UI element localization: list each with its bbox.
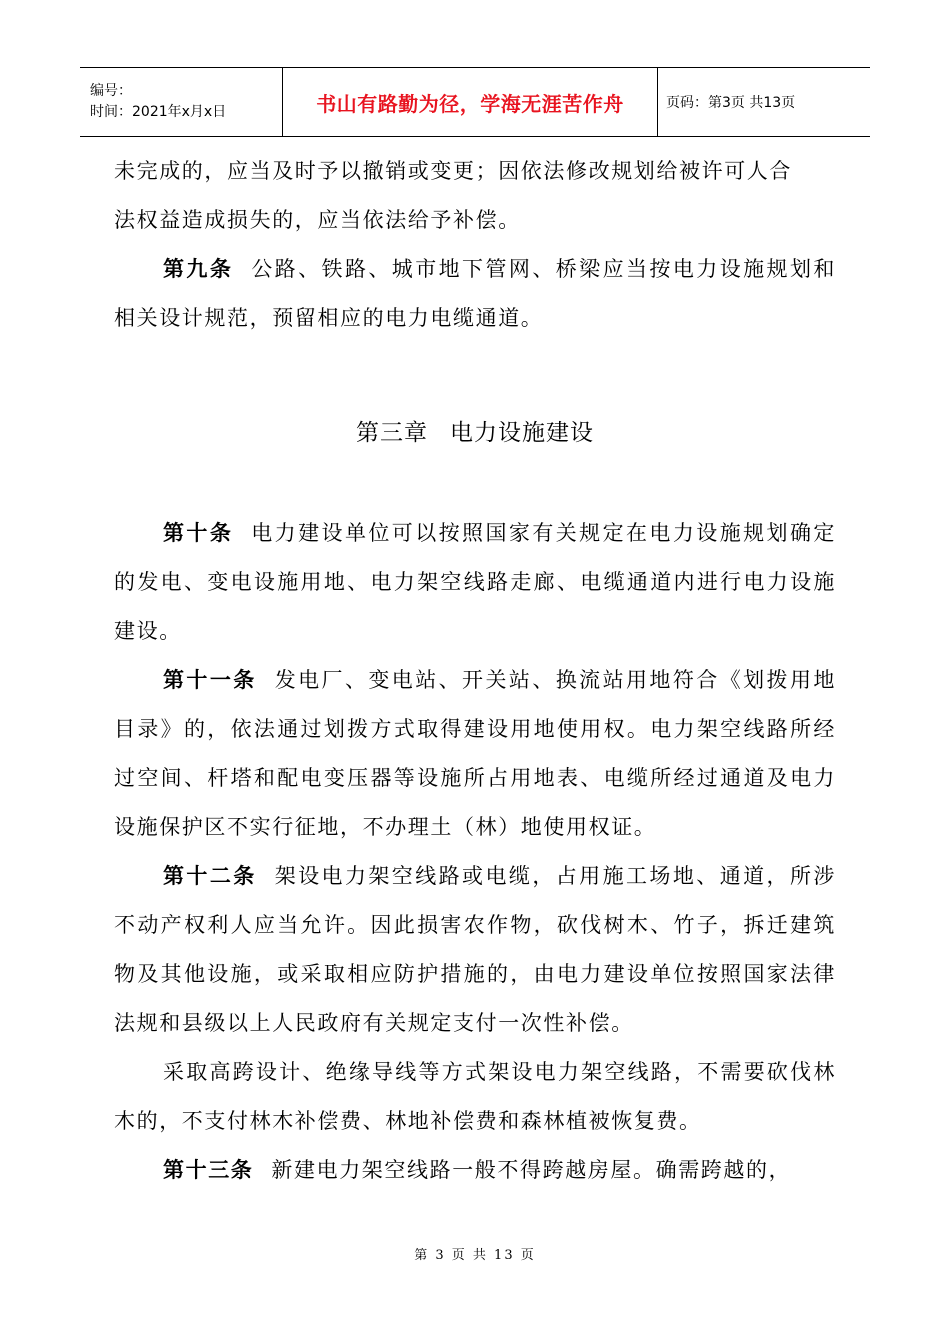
header-motto: 书山有路勤为径，学海无涯苦作舟 <box>316 91 624 116</box>
article-13-title: 第十三条 <box>163 1158 254 1182</box>
article-11-title: 第十一条 <box>163 668 257 692</box>
chapter-title: 电力设施建设 <box>450 420 594 446</box>
continuation-line-2: 法权益造成损失的，应当依法给予补偿。 <box>114 208 521 232</box>
article-9-text: 公路、铁路、城市地下管网、桥梁应当按电力设施规划和相关设计规范，预留相应的电力电缆通道。 <box>114 257 836 330</box>
article-block-top <box>114 147 836 343</box>
chapter-heading <box>0 414 950 447</box>
article-block-main <box>114 509 836 1195</box>
header-meta <box>80 68 282 136</box>
page-header <box>80 67 870 137</box>
document-number-label: 编号： <box>90 83 132 99</box>
paragraph-extra: 采取高跨设计、绝缘导线等方式架设电力架空线路，不需要砍伐林木的，不支付林木补偿费、林地补偿费和森林植被恢复费。 <box>114 1060 836 1133</box>
article-12-text: 架设电力架空线路或电缆，占用施工场地、通道，所涉不动产权利人应当允许。因此损害农作物，砍伐树木、竹子，拆迁建筑物及其他设施，或采取相应防护措施的，由电力建设单位按照国家法律法规和县级以上人民政府有关规定支付一次性补偿。 <box>114 864 836 1035</box>
article-10-text: 电力建设单位可以按照国家有关规定在电力设施规划确定的发电、变电设施用地、电力架空线路走廊、电缆通道内进行电力设施建设。 <box>114 521 836 643</box>
article-9-title: 第九条 <box>163 257 234 281</box>
header-page-info: 页码：第3页 共13页 <box>666 95 796 111</box>
article-11-text: 发电厂、变电站、开关站、换流站用地符合《划拨用地目录》的，依法通过划拨方式取得建设用地使用权。电力架空线路所经过空间、杆塔和配电变压器等设施所占用地表、电缆所经过通道及电力设施保护区不实行征地，不办理土（林）地使用权证。 <box>114 668 836 839</box>
chapter-number: 第三章 <box>356 420 428 446</box>
article-13 <box>114 1146 836 1195</box>
document-time-label: 时间：2021年x月x日 <box>90 104 227 120</box>
article-10 <box>114 509 836 656</box>
header-motto-cell <box>282 68 658 136</box>
page-footer: 第 3 页 共 13 页 <box>414 1248 536 1263</box>
article-10-title: 第十条 <box>163 521 234 545</box>
article-12-title: 第十二条 <box>163 864 257 888</box>
article-12 <box>114 852 836 1048</box>
article-9 <box>114 245 836 343</box>
continuation-line-1: 未完成的，应当及时予以撤销或变更；因依法修改规划给被许可人合 <box>114 159 792 183</box>
article-11 <box>114 656 836 852</box>
article-13-text: 新建电力架空线路一般不得跨越房屋。确需跨越的， <box>271 1158 792 1182</box>
